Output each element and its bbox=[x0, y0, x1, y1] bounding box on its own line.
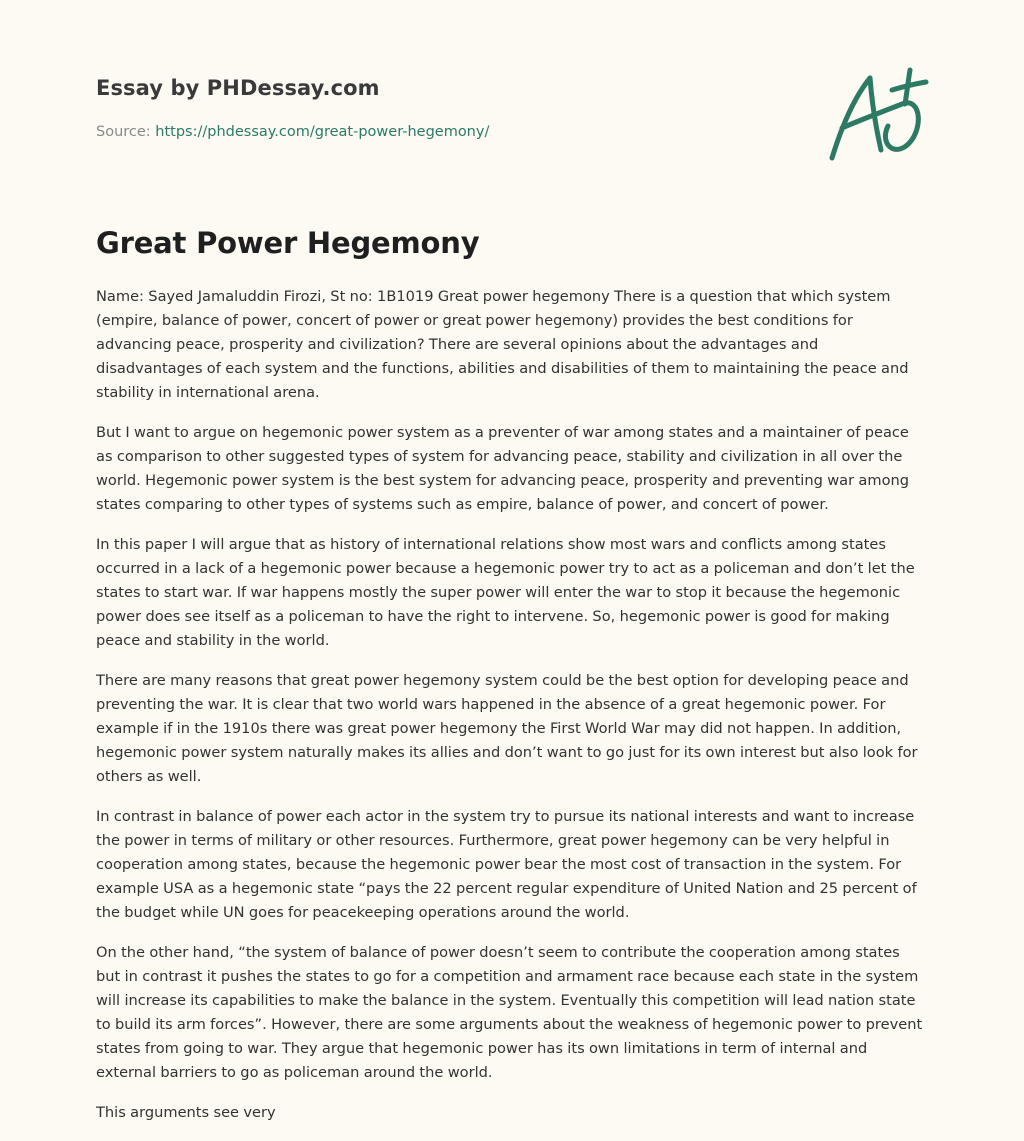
essay-paragraph: On the other hand, “the system of balance of power doesn’t seem to contribute the cooperation among states but in contrast it pushes the states to go for a competition and armament race because each state in the system will increase its capabilities to make the balance in the system. Eventually this competition will lead nation state to build its arm forces”. However, there are some arguments about the weakness of hegemonic power to prevent states from going to war. They argue that hegemonic power has its own limitations in term of internal and external barriers to go as policeman around the world. bbox=[96, 944, 923, 1081]
essay-paragraph: But I want to argue on hegemonic power system as a preventer of war among states and a maintainer of peace as comparison to other suggested types of system for advancing peace, stability and civilization in all over the world. Hegemonic power system is the best system for advancing peace, prosperity and preventing war among states comparing to other types of systems such as empire, balance of power, and concert of power. bbox=[96, 424, 910, 513]
essay-body bbox=[96, 285, 928, 1141]
source-link[interactable]: https://phdessay.com/great-power-hegemony/ bbox=[155, 124, 490, 140]
essay-paragraph: In this paper I will argue that as history of international relations show most wars and conflicts among states occurred in a lack of a hegemonic power because a hegemonic power try to act as a policeman and don’t let the states to start war. If war happens mostly the super power will enter the war to stop it because the hegemonic power does see itself as a policeman to have the right to intervene. So, hegemonic power is good for making peace and stability in the world. bbox=[96, 536, 915, 649]
source-line bbox=[96, 124, 489, 140]
a-plus-logo-icon bbox=[826, 66, 930, 166]
site-brand: Essay by PHDessay.com bbox=[96, 76, 380, 100]
essay-paragraph: There are many reasons that great power hegemony system could be the best option for developing peace and preventing the war. It is clear that two world wars happened in the absence of a great hegemonic power. For example if in the 1910s there was great power hegemony the First World War may did not happen. In addition, hegemonic power system naturally makes its allies and don’t want to go just for its own interest but also look for others as well. bbox=[96, 672, 918, 785]
essay-title: Great Power Hegemony bbox=[96, 226, 480, 260]
essay-paragraph: In contrast in balance of power each actor in the system try to pursue its national interests and want to increase the power in terms of military or other resources. Furthermore, great power hegemony can be very helpful in cooperation among states, because the hegemonic power bear the most cost of transaction in the system. For example USA as a hegemonic state “pays the 22 percent regular expenditure of United Nation and 25 percent of the budget while UN goes for peacekeeping operations around the world. bbox=[96, 808, 917, 921]
source-label: Source: bbox=[96, 124, 151, 140]
page-header bbox=[96, 0, 928, 200]
essay-paragraph: Name: Sayed Jamaluddin Firozi, St no: 1B1019 Great power hegemony There is a question that which system (empire, balance of power, concert of power or great power hegemony) provides the best conditions for advancing peace, prosperity and civilization? There are several opinions about the advantages and disadvantages of each system and the functions, abilities and disabilities of them to maintaining the peace and stability in international arena. bbox=[96, 288, 909, 401]
essay-paragraph: This arguments see very bbox=[96, 1104, 276, 1121]
